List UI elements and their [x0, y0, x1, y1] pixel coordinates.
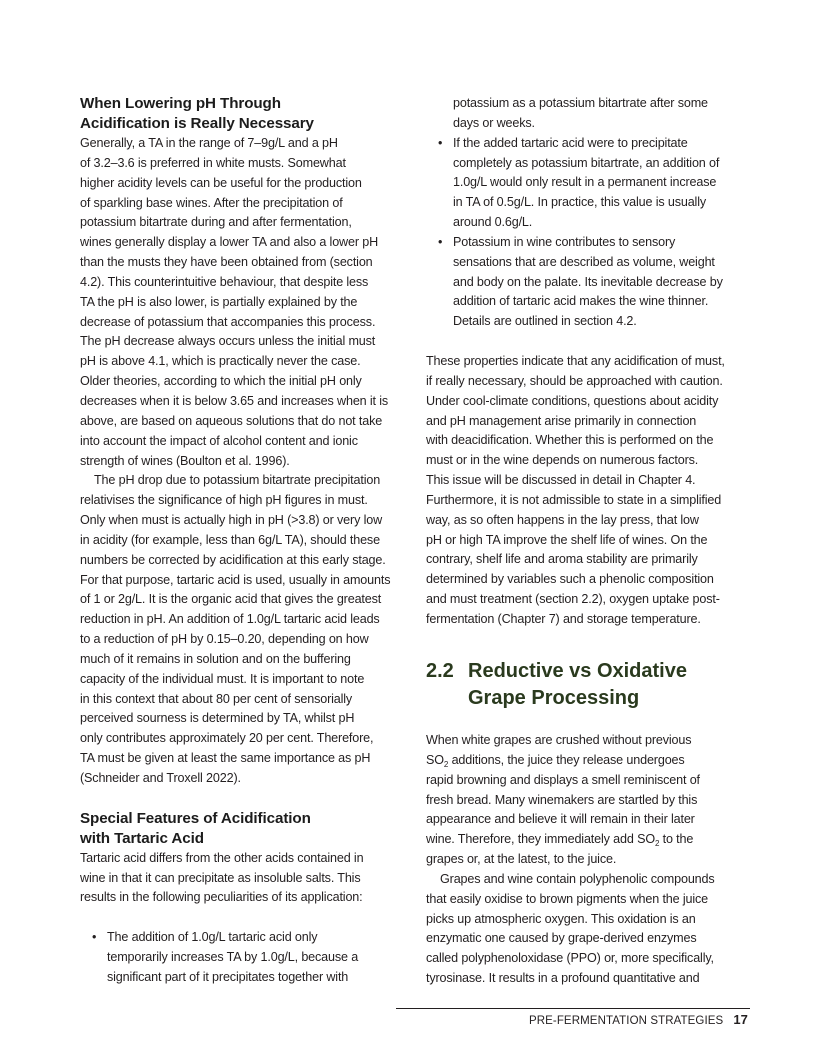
text-line: completely as potassium bitartrate, an addition of — [453, 155, 720, 170]
spacer — [426, 332, 756, 352]
text-line: decreases when it is below 3.65 and increases when it is — [80, 393, 389, 408]
text-line: reduction in pH. An addition of 1.0g/L tartaric acid leads — [80, 612, 380, 627]
text-line: 4.2). This counterintuitive behaviour, that despite less — [80, 274, 369, 289]
text-line: and must treatment (section 2.2), oxygen uptake post- — [426, 592, 720, 607]
spacer — [80, 908, 406, 928]
heading-line: When Lowering pH Through — [80, 95, 281, 112]
page-number: 17 — [733, 1012, 748, 1027]
bullet-text — [453, 134, 756, 233]
text-line: potassium as a potassium bitartrate after some — [453, 96, 708, 110]
text-line: way, as so often happens in the lay press, that low — [426, 512, 699, 527]
text-line: Tartaric acid differs from the other acids contained in — [80, 850, 364, 865]
bullet-text — [107, 928, 406, 988]
text-line: and pH management arise primarily in connection — [426, 413, 697, 428]
text-fragment: wine. Therefore, they immediately add SO — [426, 832, 655, 847]
text-line: if really necessary, should be approached with caution. — [426, 373, 723, 388]
bullet-item-1-continued — [426, 94, 756, 134]
text-line: Under cool-climate conditions, questions about acidity — [426, 393, 719, 408]
text-line: The addition of 1.0g/L tartaric acid only — [107, 930, 318, 945]
text-line: Furthermore, it is not admissible to state in a simplified — [426, 492, 722, 507]
text-line: For that purpose, tartaric acid is used, usually in amounts — [80, 572, 391, 587]
subscript: 2 — [443, 759, 449, 769]
paragraph-ph-drop — [80, 471, 406, 789]
paragraph-ta-ph-range — [80, 134, 406, 471]
text-line: Older theories, according to which the initial pH only — [80, 374, 362, 389]
text-line: contrary, shelf life and aroma stability are primarily — [426, 552, 698, 567]
heading-acidification-necessary — [80, 94, 406, 134]
paragraph-properties-caution — [426, 352, 756, 630]
bullet-item-1 — [80, 928, 406, 988]
text-line — [426, 830, 756, 850]
text-line: sensations that are described as volume, weight — [453, 254, 715, 269]
text-line: tyrosinase. It results in a profound quantitative and — [426, 971, 700, 986]
bullet-dot-icon: • — [438, 135, 443, 150]
page-footer — [529, 1012, 748, 1027]
text-line: to a reduction of pH by 0.15–0.20, depending on how — [80, 632, 369, 647]
text-fragment: to the — [659, 832, 694, 847]
text-line: TA the pH is also lower, is partially explained by the — [80, 294, 358, 309]
text-line: numbers be corrected by acidification at this early stage. — [80, 552, 386, 567]
text-line: Only when must is actually high in pH (>3.8) or very low — [80, 513, 383, 528]
text-line: grapes or, at the latest, to the juice. — [426, 852, 617, 867]
text-line: in TA of 0.5g/L. In practice, this value is usually — [453, 195, 706, 210]
text-line: addition of tartaric acid makes the wine thinner. — [453, 294, 709, 309]
text-line: strength of wines (Boulton et al. 1996). — [80, 453, 290, 468]
heading-line: Special Features of Acidification — [80, 809, 311, 827]
text-line: called polyphenoloxidase (PPO) or, more specifically, — [426, 951, 714, 966]
right-column — [426, 94, 756, 630]
footer-rule — [396, 1008, 750, 1009]
text-line: relativises the significance of high pH figures in must. — [80, 493, 368, 508]
text-line: determined by variables such a phenolic composition — [426, 572, 714, 587]
bullet-dot-icon: • — [438, 234, 443, 249]
text-line: This issue will be discussed in detail in Chapter 4. — [426, 473, 696, 488]
paragraph-tartaric-differs — [80, 849, 406, 909]
text-line: Details are outlined in section 4.2. — [453, 314, 637, 329]
text-line: of 1 or 2g/L. It is the organic acid that gives the greatest — [80, 592, 382, 607]
bullet-text — [453, 233, 756, 332]
text-line: than the musts they have been obtained from (section — [80, 255, 373, 270]
text-line — [426, 751, 756, 771]
text-line: only contributes approximately 20 per cent. Therefore, — [80, 731, 374, 746]
text-line: rapid browning and displays a smell reminiscent of — [426, 772, 700, 787]
text-line: in this context that about 80 per cent of sensorially — [80, 691, 353, 706]
left-column — [80, 94, 406, 988]
text-line: must or in the wine depends on numerous factors. — [426, 453, 699, 468]
text-line: perceived sourness is determined by TA, whilst pH — [80, 711, 355, 726]
text-line: of sparkling base wines. After the precipitation of — [80, 195, 343, 210]
text-line: (Schneider and Troxell 2022). — [80, 771, 241, 785]
text-line: into account the impact of alcohol content and ionic — [80, 433, 358, 448]
text-line: that easily oxidise to brown pigments when the juice — [426, 891, 709, 906]
text-line: 1.0g/L would only result in a permanent increase — [453, 175, 717, 190]
text-line: pH is above 4.1, which is practically never the case. — [80, 354, 361, 369]
text-line: around 0.6g/L. — [453, 215, 533, 230]
subscript: 2 — [654, 839, 660, 849]
text-line: picks up atmospheric oxygen. This oxidation is an — [426, 911, 696, 926]
text-line: significant part of it precipitates together with — [107, 969, 349, 984]
heading-line: Acidification is Really Necessary — [80, 115, 314, 132]
text-line: If the added tartaric acid were to precipitate — [453, 135, 688, 150]
text-line: appearance and believe it will remain in their later — [426, 812, 695, 827]
text-line: pH or high TA improve the shelf life of wines. On the — [426, 532, 708, 547]
text-line: capacity of the individual must. It is important to note — [80, 671, 365, 686]
text-line: much of it remains in solution and on the buffering — [80, 651, 351, 666]
text-line: When white grapes are crushed without previous — [426, 733, 692, 747]
text-line: The pH drop due to potassium bitartrate precipitation — [94, 473, 381, 488]
text-line: of 3.2–3.6 is preferred in white musts. Somewhat — [80, 155, 346, 170]
bullet-item-2 — [426, 134, 756, 233]
text-line: potassium bitartrate during and after fermentation, — [80, 215, 352, 230]
paragraph-polyphenolic-compounds — [426, 870, 756, 989]
bullet-item-3 — [426, 233, 756, 332]
section-title-line: Reductive vs Oxidative — [468, 660, 687, 682]
heading-special-features — [80, 809, 406, 849]
bullet-dot-icon: • — [92, 930, 97, 945]
text-line: Grapes and wine contain polyphenolic compounds — [440, 871, 715, 886]
text-line: enzymatic one caused by grape-derived enzymes — [426, 931, 697, 946]
text-line: wine in that it can precipitate as insoluble salts. This — [80, 870, 361, 885]
text-line: temporarily increases TA by 1.0g/L, because a — [107, 949, 359, 964]
text-line: Potassium in wine contributes to sensory — [453, 234, 676, 249]
text-fragment: SO — [426, 752, 444, 767]
text-line: decrease of potassium that accompanies this process. — [80, 314, 376, 329]
text-line: TA must be given at least the same importance as pH — [80, 751, 371, 766]
paragraph-white-grapes-crushed — [426, 731, 756, 870]
text-line: in acidity (for example, less than 6g/L TA), should these — [80, 532, 380, 547]
text-line: The pH decrease always occurs unless the initial must — [80, 334, 376, 349]
section-title-line: Grape Processing — [468, 687, 640, 709]
spacer — [80, 789, 406, 809]
section-heading-2-2 — [426, 658, 687, 712]
text-line: These properties indicate that any acidification of must, — [426, 353, 725, 368]
text-line: and body on the palate. Its inevitable decrease by — [453, 274, 723, 289]
text-line: results in the following peculiarities of its application: — [80, 890, 363, 905]
section-number: 2.2 — [426, 660, 454, 682]
text-line: with deacidification. Whether this is performed on the — [426, 433, 714, 448]
running-title: PRE-FERMENTATION STRATEGIES — [528, 1015, 724, 1027]
text-line: fresh bread. Many winemakers are startled by this — [426, 792, 698, 807]
heading-line: with Tartaric Acid — [80, 829, 204, 847]
right-column-lower — [426, 731, 756, 989]
text-line: days or weeks. — [453, 115, 535, 130]
text-line: above, are based on aqueous solutions that do not take — [80, 413, 383, 428]
text-fragment: additions, the juice they release undergoes — [448, 752, 685, 767]
text-line: higher acidity levels can be useful for the production — [80, 175, 362, 190]
text-line: Generally, a TA in the range of 7–9g/L and a pH — [80, 136, 338, 150]
text-line: wines generally display a lower TA and also a lower pH — [80, 235, 379, 250]
text-line: fermentation (Chapter 7) and storage temperature. — [426, 611, 701, 626]
